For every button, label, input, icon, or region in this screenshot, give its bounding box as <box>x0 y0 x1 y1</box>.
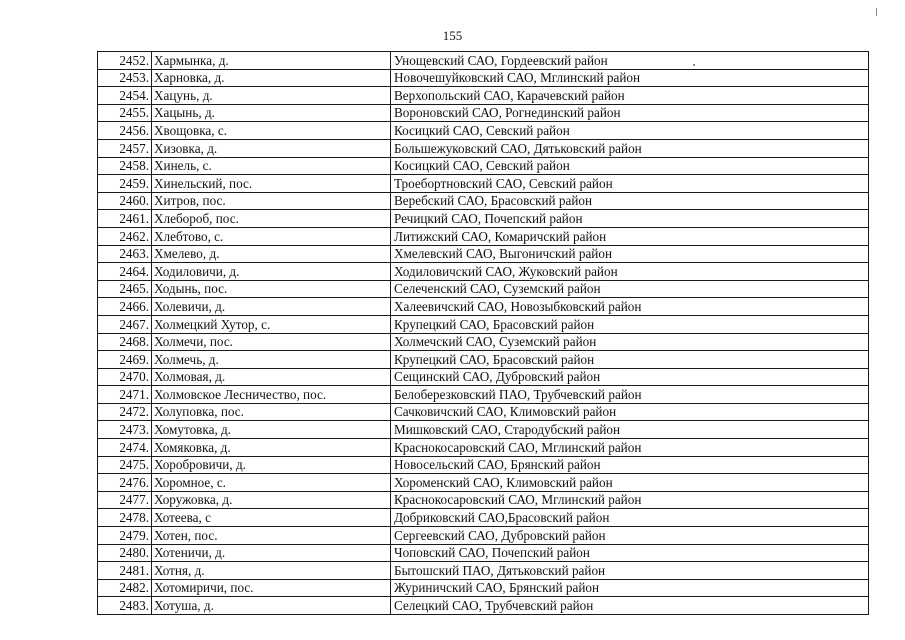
administration-district: Мишковский САО, Стародубский район <box>391 421 869 439</box>
row-number: 2453. <box>98 69 152 87</box>
row-number: 2480. <box>98 544 152 562</box>
locality-name: Хотеева, с <box>152 509 391 527</box>
administration-district: Добриковский САО,Брасовский район <box>391 509 869 527</box>
row-number: 2470. <box>98 368 152 386</box>
table-row <box>98 227 869 245</box>
locality-name: Ходынь, пос. <box>152 280 391 298</box>
row-number: 2483. <box>98 597 152 615</box>
table-row <box>98 280 869 298</box>
administration-district: Вороновский САО, Рогнединский район <box>391 104 869 122</box>
table-row <box>98 351 869 369</box>
settlements-table <box>97 51 869 615</box>
row-number: 2462. <box>98 227 152 245</box>
row-number: 2476. <box>98 474 152 492</box>
table-row <box>98 315 869 333</box>
scan-speck <box>693 64 695 66</box>
locality-name: Хоружовка, д. <box>152 491 391 509</box>
locality-name: Хинель, с. <box>152 157 391 175</box>
administration-district: Хороменский САО, Климовский район <box>391 474 869 492</box>
row-number: 2455. <box>98 104 152 122</box>
table-row <box>98 210 869 228</box>
table-row <box>98 245 869 263</box>
settlements-table-body <box>98 52 869 615</box>
administration-district: Хмелевский САО, Выгоничский район <box>391 245 869 263</box>
locality-name: Хитров, пос. <box>152 192 391 210</box>
locality-name: Хацынь, д. <box>152 104 391 122</box>
administration-district: Речицкий САО, Почепский район <box>391 210 869 228</box>
table-row <box>98 192 869 210</box>
locality-name: Холмовая, д. <box>152 368 391 386</box>
administration-district: Новочешуйковский САО, Мглинский район <box>391 69 869 87</box>
row-number: 2469. <box>98 351 152 369</box>
table-row <box>98 122 869 140</box>
administration-district: Бытошский ПАО, Дятьковский район <box>391 562 869 580</box>
row-number: 2481. <box>98 562 152 580</box>
locality-name: Холевичи, д. <box>152 298 391 316</box>
administration-district: Крупецкий САО, Брасовский район <box>391 351 869 369</box>
row-number: 2477. <box>98 491 152 509</box>
row-number: 2464. <box>98 263 152 281</box>
table-row <box>98 439 869 457</box>
administration-district: Селецкий САО, Трубчевский район <box>391 597 869 615</box>
table-row <box>98 157 869 175</box>
locality-name: Хотуша, д. <box>152 597 391 615</box>
administration-district: Большежуковский САО, Дятьковский район <box>391 139 869 157</box>
locality-name: Холмечи, пос. <box>152 333 391 351</box>
locality-name: Ходиловичи, д. <box>152 263 391 281</box>
row-number: 2472. <box>98 403 152 421</box>
table-row <box>98 579 869 597</box>
locality-name: Холмечь, д. <box>152 351 391 369</box>
table-row <box>98 52 869 70</box>
locality-name: Хотен, пос. <box>152 527 391 545</box>
table-row <box>98 69 869 87</box>
administration-district: Веребский САО, Брасовский район <box>391 192 869 210</box>
table-row <box>98 421 869 439</box>
locality-name: Хизовка, д. <box>152 139 391 157</box>
row-number: 2452. <box>98 52 152 70</box>
row-number: 2475. <box>98 456 152 474</box>
table-row <box>98 298 869 316</box>
row-number: 2457. <box>98 139 152 157</box>
row-number: 2459. <box>98 175 152 193</box>
locality-name: Хлебтово, с. <box>152 227 391 245</box>
row-number: 2471. <box>98 386 152 404</box>
locality-name: Холуповка, пос. <box>152 403 391 421</box>
locality-name: Хотеничи, д. <box>152 544 391 562</box>
table-row <box>98 527 869 545</box>
row-number: 2479. <box>98 527 152 545</box>
table-row <box>98 104 869 122</box>
table-row <box>98 491 869 509</box>
administration-district: Троебортновский САО, Севский район <box>391 175 869 193</box>
row-number: 2456. <box>98 122 152 140</box>
locality-name: Хотня, д. <box>152 562 391 580</box>
table-row <box>98 87 869 105</box>
locality-name: Хмелево, д. <box>152 245 391 263</box>
row-number: 2460. <box>98 192 152 210</box>
administration-district: Краснокосаровский САО, Мглинский район <box>391 439 869 457</box>
administration-district: Селеченский САО, Суземский район <box>391 280 869 298</box>
administration-district: Ходиловичский САО, Жуковский район <box>391 263 869 281</box>
locality-name: Холмецкий Хутор, с. <box>152 315 391 333</box>
row-number: 2458. <box>98 157 152 175</box>
row-number: 2473. <box>98 421 152 439</box>
page-number: 155 <box>442 28 463 43</box>
locality-name: Хинельский, пос. <box>152 175 391 193</box>
table-row <box>98 175 869 193</box>
table-row <box>98 263 869 281</box>
administration-district: Холмечский САО, Суземский район <box>391 333 869 351</box>
row-number: 2468. <box>98 333 152 351</box>
table-row <box>98 562 869 580</box>
locality-name: Харновка, д. <box>152 69 391 87</box>
table-row <box>98 368 869 386</box>
administration-district: Литижский САО, Комаричский район <box>391 227 869 245</box>
locality-name: Хацунь, д. <box>152 87 391 105</box>
row-number: 2454. <box>98 87 152 105</box>
row-number: 2463. <box>98 245 152 263</box>
administration-district: Халеевичский САО, Новозыбковский район <box>391 298 869 316</box>
table-row <box>98 333 869 351</box>
table-row <box>98 509 869 527</box>
table-row <box>98 597 869 615</box>
table-row <box>98 456 869 474</box>
row-number: 2482. <box>98 579 152 597</box>
scan-speck <box>876 8 877 16</box>
locality-name: Хармынка, д. <box>152 52 391 70</box>
administration-district: Новосельский САО, Брянский район <box>391 456 869 474</box>
table-row <box>98 139 869 157</box>
administration-district: Сергеевский САО, Дубровский район <box>391 527 869 545</box>
locality-name: Хвощовка, с. <box>152 122 391 140</box>
locality-name: Хотомиричи, пос. <box>152 579 391 597</box>
administration-district: Чоповский САО, Почепский район <box>391 544 869 562</box>
administration-district: Сещинский САО, Дубровский район <box>391 368 869 386</box>
administration-district: Белоберезковский ПАО, Трубчевский район <box>391 386 869 404</box>
locality-name: Хомутовка, д. <box>152 421 391 439</box>
administration-district: Верхопольский САО, Карачевский район <box>391 87 869 105</box>
administration-district: Унощевский САО, Гордеевский район <box>391 52 869 70</box>
administration-district: Косицкий САО, Севский район <box>391 157 869 175</box>
table-row <box>98 403 869 421</box>
row-number: 2467. <box>98 315 152 333</box>
locality-name: Хоробровичи, д. <box>152 456 391 474</box>
locality-name: Хомяковка, д. <box>152 439 391 457</box>
administration-district: Журиничский САО, Брянский район <box>391 579 869 597</box>
table-row <box>98 386 869 404</box>
locality-name: Хоромное, с. <box>152 474 391 492</box>
row-number: 2466. <box>98 298 152 316</box>
table-row <box>98 474 869 492</box>
row-number: 2478. <box>98 509 152 527</box>
administration-district: Краснокосаровский САО, Мглинский район <box>391 491 869 509</box>
locality-name: Холмовское Лесничество, пос. <box>152 386 391 404</box>
administration-district: Косицкий САО, Севский район <box>391 122 869 140</box>
row-number: 2474. <box>98 439 152 457</box>
administration-district: Крупецкий САО, Брасовский район <box>391 315 869 333</box>
row-number: 2461. <box>98 210 152 228</box>
administration-district: Сачковичский САО, Климовский район <box>391 403 869 421</box>
table-row <box>98 544 869 562</box>
row-number: 2465. <box>98 280 152 298</box>
locality-name: Хлебороб, пос. <box>152 210 391 228</box>
